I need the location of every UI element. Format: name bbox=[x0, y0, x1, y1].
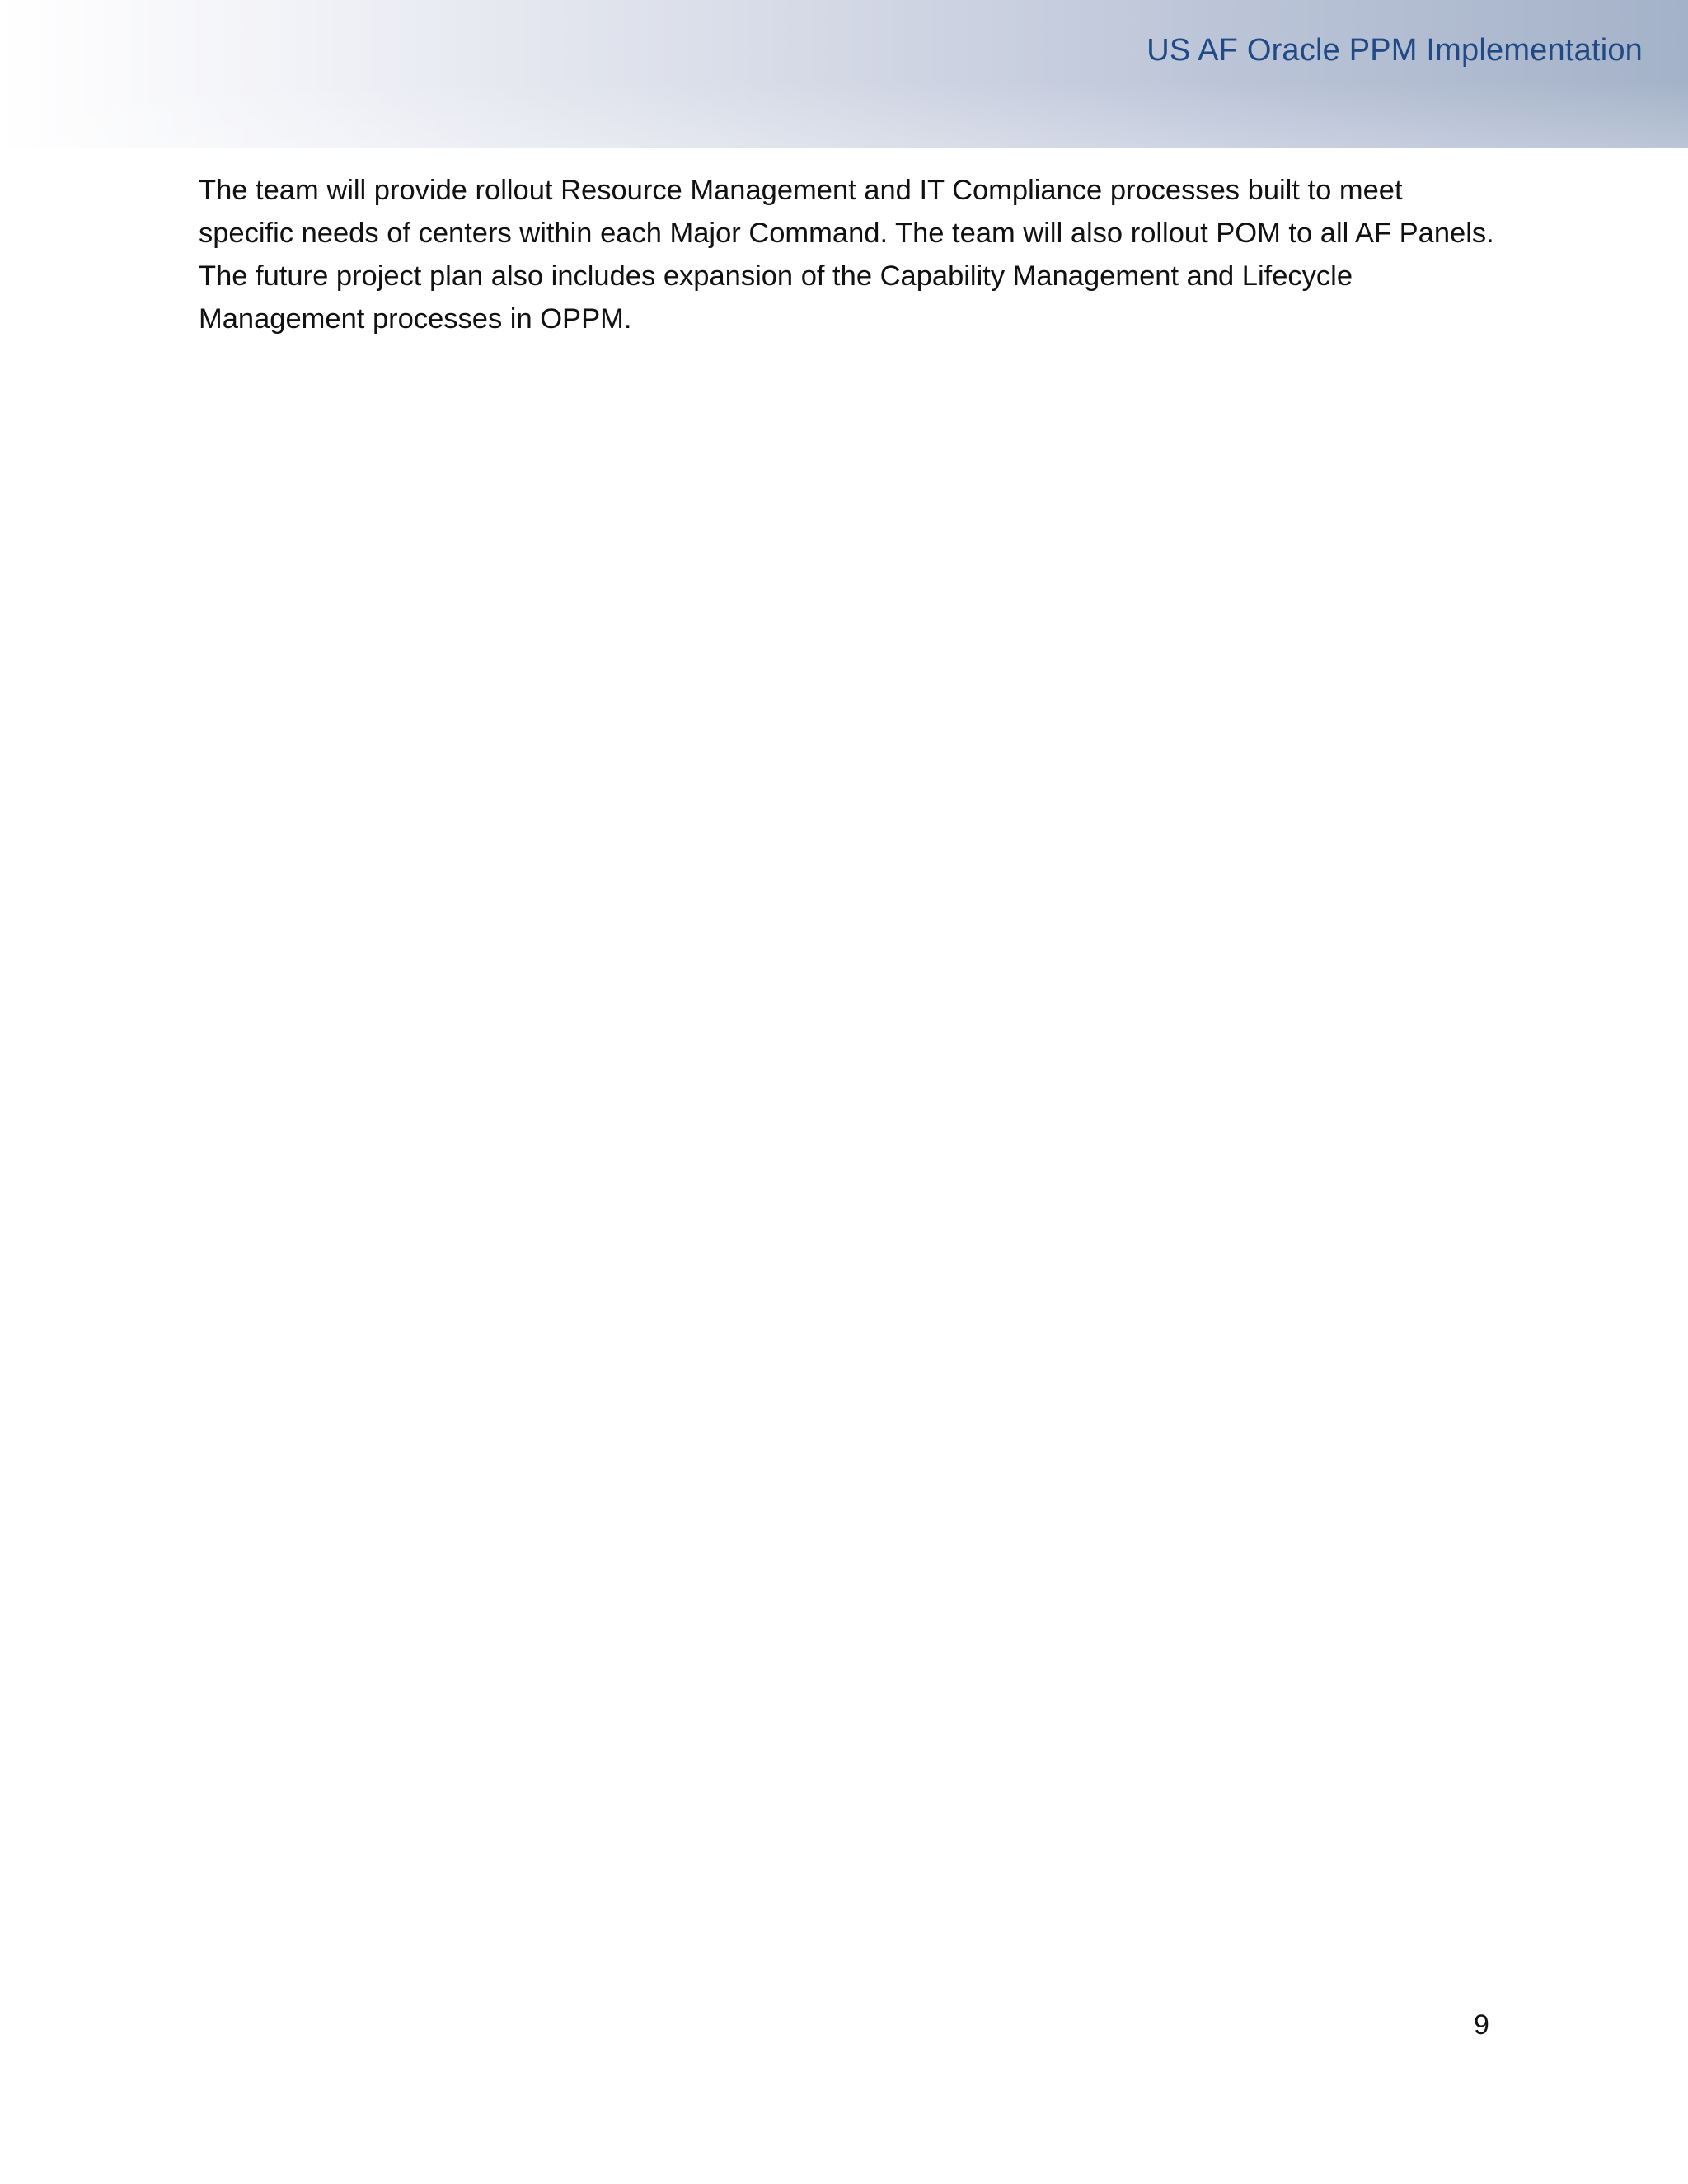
header-banner bbox=[0, 0, 1688, 148]
page-number: 9 bbox=[1474, 2009, 1489, 2041]
body-paragraph: The team will provide rollout Resource Management and IT Compliance processes built to meet specific needs of centers within each Major Command. The team will also rollout POM to all AF Panels. The future project plan also includes expansion of the Capability Management and Lifecycle Management processes in OPPM. bbox=[199, 175, 1494, 335]
document-header-title: US AF Oracle PPM Implementation bbox=[1146, 33, 1643, 68]
